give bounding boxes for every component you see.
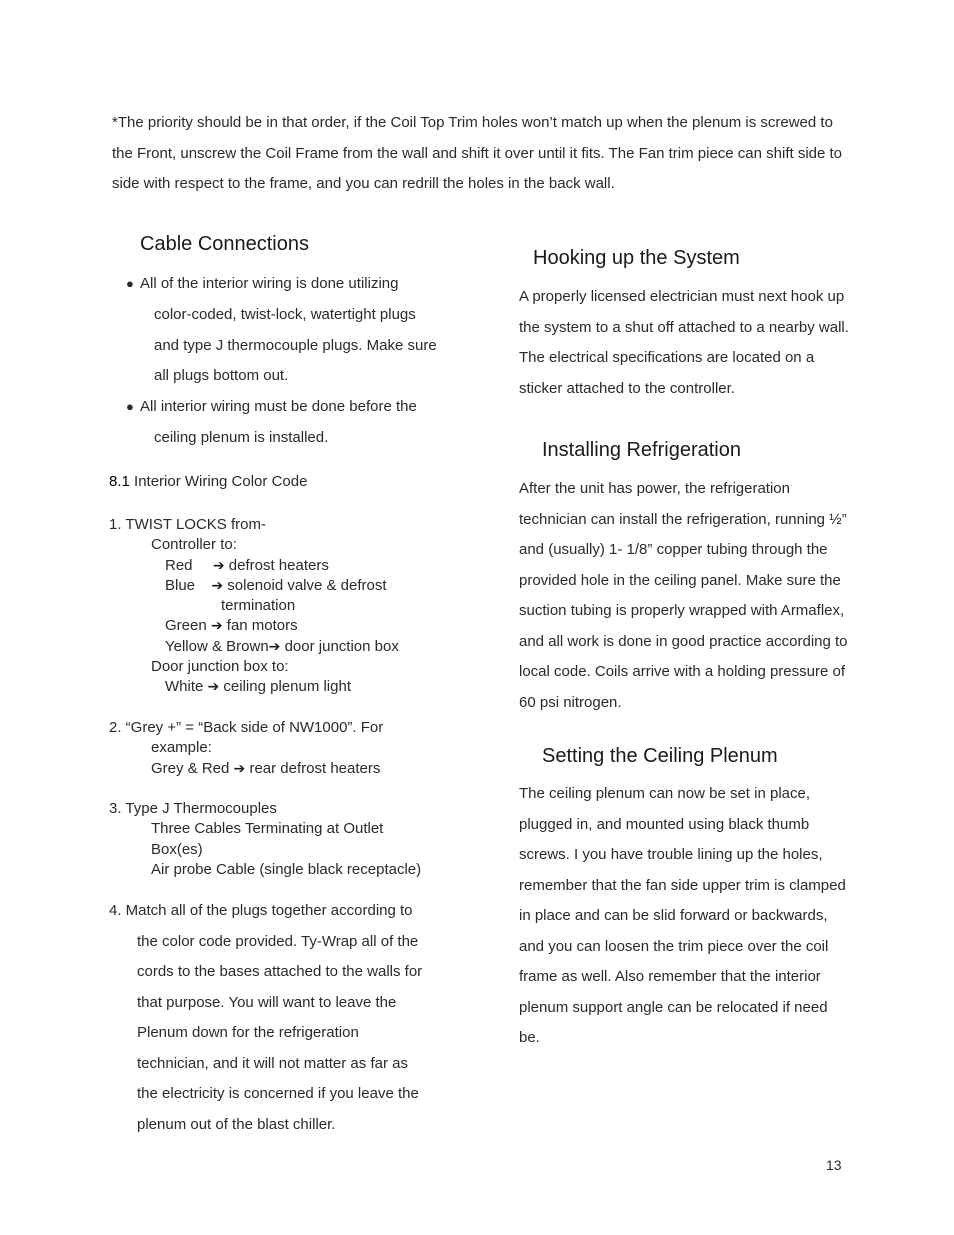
intro-paragraph: *The priority should be in that order, if the Coil Top Trim holes won’t match up when the plenum is screwed to the Front, unscrew the Coil Frame from the wall and shift it over until it fits. The Fan trim piece can shift side to side with respect to the frame, and you can redrill the holes in the back wall. — [112, 114, 843, 192]
arrow-right-icon: ➔ — [268, 638, 281, 655]
color-code-list-4: 4. Match all of the plugs together according to the color code provided. Ty-Wrap all of the cords to the bases attached to the walls for that purpose. You will want to leave the Plenum down for the refrigeration technician, and it will not matter as far as the electricity is concerned if you leave the plenum out of the blast chiller. — [109, 902, 423, 1133]
arrow-right-icon: ➔ — [210, 618, 223, 635]
arrow-right-icon: ➔ — [211, 577, 224, 594]
subsection-title: Interior Wiring Color Code — [134, 473, 308, 490]
wire-yellow-brown: Yellow & Brown➔ door junction box — [165, 637, 399, 655]
wire-red: Red ➔ defrost heaters — [165, 556, 329, 574]
cable-connections-heading: Cable Connections — [140, 233, 309, 255]
color-code-list-2: 2. “Grey +” = “Back side of NW1000”. For example: Grey & Red ➔ rear defrost heaters — [109, 718, 383, 779]
wire-green: Green ➔ fan motors — [165, 617, 298, 635]
color-code-list-1: 1. TWIST LOCKS from- Controller to: Red ➔ defrost heaters Blue ➔ solenoid valve & defrost termination Green ➔ fan motors Yellow & Brown➔ door junction box Door junction box to: White ➔ ceiling plenum light — [109, 515, 399, 698]
bullet-icon: ● — [126, 399, 134, 414]
wire-blue: Blue ➔ solenoid valve & defrost — [165, 576, 387, 594]
color-code-list-3: 3. Type J Thermocouples Three Cables Terminating at Outlet Box(es) Air probe Cable (single black receptacle) — [109, 800, 422, 878]
subsection-number: 8.1 — [109, 473, 130, 490]
hooking-up-paragraph: A properly licensed electrician must next hook up the system to a shut off attached to a nearby wall. The electrical specifications are located on a sticker attached to the controller. — [519, 288, 849, 397]
arrow-right-icon: ➔ — [233, 760, 246, 777]
subsection-heading — [109, 473, 307, 490]
hooking-up-heading: Hooking up the System — [533, 247, 740, 269]
installing-refrigeration-heading: Installing Refrigeration — [542, 439, 741, 461]
bullet-item-1: ● All of the interior wiring is done utilizing color-coded, twist-lock, watertight plugs and type J thermocouple plugs. Make sure all plugs bottom out. — [126, 269, 456, 392]
arrow-right-icon: ➔ — [207, 679, 220, 696]
wire-grey-red: Grey & Red ➔ rear defrost heaters — [151, 759, 381, 777]
arrow-right-icon: ➔ — [212, 557, 225, 574]
ceiling-plenum-paragraph: The ceiling plenum can now be set in place, plugged in, and mounted using black thumb screws. I you have trouble lining up the holes, remember that the fan side upper trim is clamped in place and can be slid forward or backwards, and you can loosen the trim piece over the coil frame as well. Also remember that the interior plenum support angle can be relocated if need be. — [519, 785, 846, 1046]
bullet-icon: ● — [126, 276, 134, 291]
ceiling-plenum-heading: Setting the Ceiling Plenum — [542, 745, 778, 767]
bullet-item-2: ● All interior wiring must be done before the ceiling plenum is installed. — [126, 392, 456, 454]
installing-refrigeration-paragraph: After the unit has power, the refrigeration technician can install the refrigeration, running ½” and (usually) 1- 1/8” copper tubing through the provided hole in the ceiling panel. Make sure the suction tubing is properly wrapped with Armaflex, and all work is done in good practice according to local code. Coils arrive with a holding pressure of 60 psi nitrogen. — [519, 480, 848, 711]
page-number: 13 — [826, 1157, 842, 1173]
wire-white: White ➔ ceiling plenum light — [165, 678, 351, 696]
